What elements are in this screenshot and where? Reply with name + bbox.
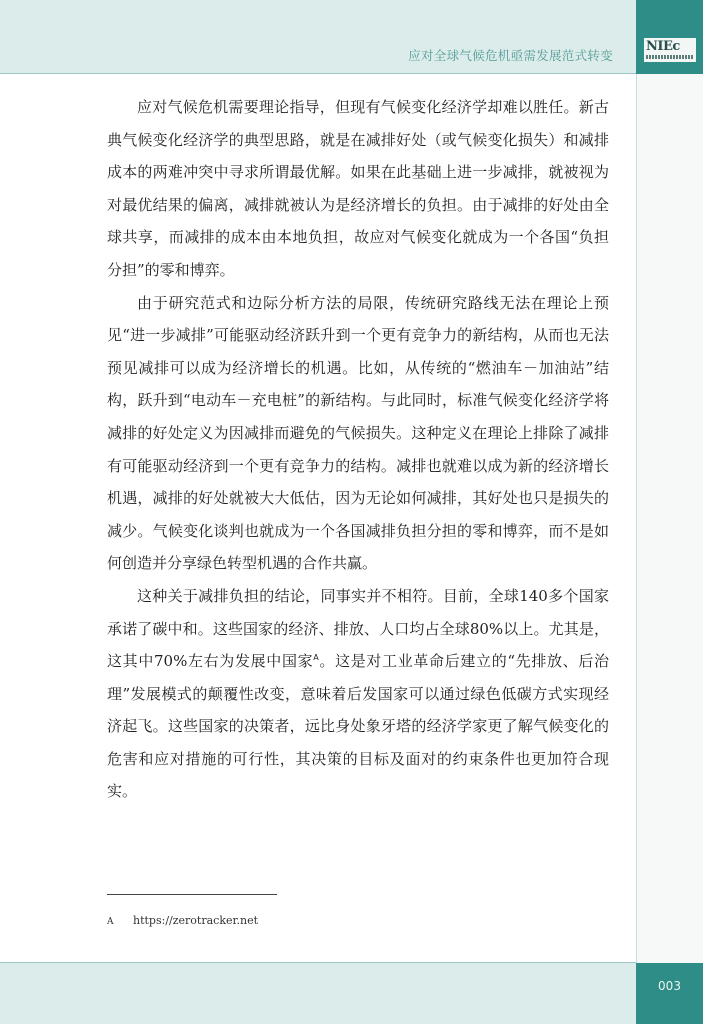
paragraph-2: 由于研究范式和边际分析方法的局限，传统研究路线无法在理论上预见“进一步减排”可能驱动经济跃升到一个更有竞争力的新结构，从而也无法预见减排可以成为经济增长的机遇。比如，从传统的“燃油车－加油站”结构，跃升到“电动车－充电桩”的新结构。与此同时，标准气候变化经济学将减排的好处定义为因减排而避免的气候损失。这种定义在理论上排除了减排有可能驱动经济到一个更有竞争力的结构。减排也就难以成为新的经济增长机遇，减排的好处就被大大低估，因为无论如何减排，其好处也只是损失的减少。气候变化谈判也就成为一个各国减排负担分担的零和博弈，而不是如何创造并分享绿色转型机遇的合作共赢。 [107, 293, 609, 573]
margin-strip [636, 0, 703, 1024]
paragraph-3-part-2: 。这是对工业革命后建立的“先排放、后治理”发展模式的颠覆性改变，意味着后发国家可以通过绿色低碳方式实现经济起飞。这些国家的决策者，远比身处象牙塔的经济学家更了解气候变化的危害和应对措施的可行性，其决策的目标及面对的约束条件也更加符合现实。 [107, 652, 610, 801]
footer-band [0, 963, 636, 1024]
header-rule [0, 73, 636, 74]
page-number: 003 [658, 979, 681, 993]
footnote [107, 914, 258, 927]
logo-block [636, 0, 703, 74]
footnote-mark: A [107, 917, 114, 927]
logo-mark: NIEc [646, 39, 680, 54]
body-text [107, 91, 609, 808]
paragraph-3-part-1: 这种关于减排负担的结论，同事实并不相符。目前，全球140多个国家承诺了碳中和。这些国家的经济、排放、人口均占全球80%以上。尤其是，这其中70%左右为发展中国家 [107, 586, 609, 671]
paragraph-3 [107, 580, 609, 808]
page-number-box [636, 963, 703, 1024]
logo-subline [646, 55, 694, 59]
footnote-rule [107, 894, 277, 895]
footnote-link[interactable]: https://zerotracker.net [133, 914, 259, 927]
running-title: 应对全球气候危机亟需发展范式转变 [408, 48, 613, 63]
footnote-reference[interactable]: A [313, 653, 319, 663]
publisher-logo [644, 38, 696, 62]
paragraph-1: 应对气候危机需要理论指导，但现有气候变化经济学却难以胜任。新古典气候变化经济学的典型思路，就是在减排好处（或气候变化损失）和减排成本的两难冲突中寻求所谓最优解。如果在此基础上进一步减排，就被视为对最优结果的偏离，减排就被认为是经济增长的负担。由于减排的好处由全球共享，而减排的成本由本地负担，故应对气候变化就成为一个各国“负担分担”的零和博弈。 [107, 98, 609, 279]
